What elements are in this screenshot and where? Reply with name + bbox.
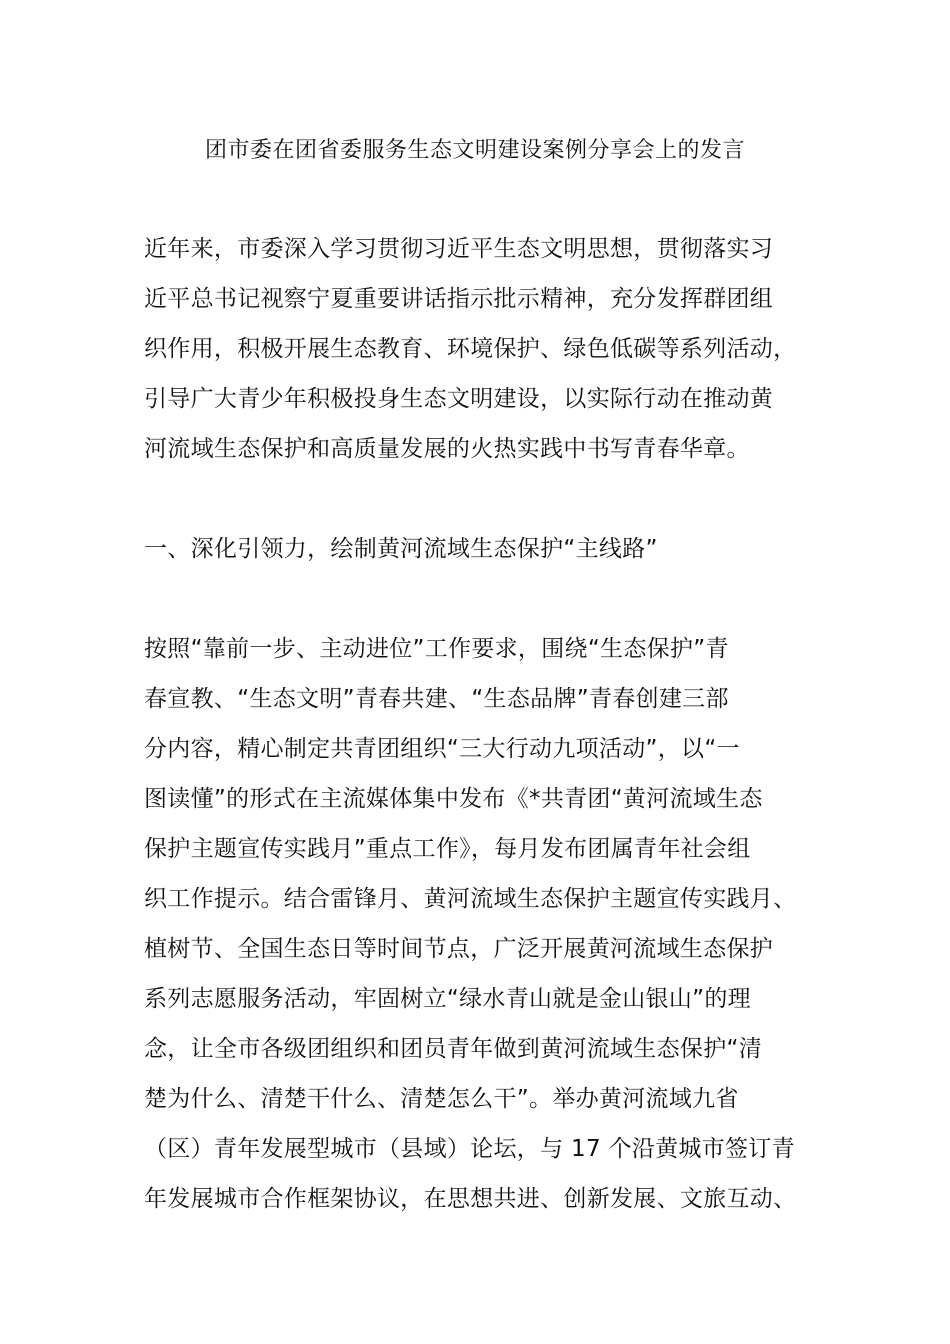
section-line-2: 春宣教、“生态文明”青春共建、“生态品牌”青春创建三部 — [144, 686, 729, 712]
section-line-11: （区）青年发展型城市（县域）论坛，与 17 个沿黄城市签订青 — [144, 1136, 795, 1162]
section-line-5: 保护主题宣传实践月”重点工作》，每月发布团属青年社会组 — [144, 836, 751, 862]
section-line-8: 系列志愿服务活动，牢固树立“绿水青山就是金山银山”的理 — [144, 986, 751, 1012]
section-line-12: 年发展城市合作框架协议，在思想共进、创新发展、文旅互动、 — [144, 1186, 797, 1212]
intro-line-3: 织作用，积极开展生态教育、环境保护、绿色低碳等系列活动， — [144, 336, 797, 362]
section-line-4: 图读懂”的形式在主流媒体集中发布《*共青团“黄河流域生态 — [144, 786, 763, 812]
section-line-7: 植树节、全国生态日等时间节点，广泛开展黄河流域生态保护 — [144, 936, 774, 962]
section-line-1: 按照“靠前一步、主动进位”工作要求，围绕“生态保护”青 — [144, 636, 729, 662]
section-line-9: 念，让全市各级团组织和团员青年做到黄河流域生态保护“清 — [144, 1036, 763, 1062]
section-line-10: 楚为什么、清楚干什么、清楚怎么干”。举办黄河流域九省 — [144, 1086, 739, 1112]
document-title: 团市委在团省委服务生态文明建设案例分享会上的发言 — [204, 138, 745, 163]
section-line-3: 分内容，精心制定共青团组织“三大行动九项活动”，以“一 — [144, 736, 740, 762]
section-line-6: 织工作提示。结合雷锋月、黄河流域生态保护主题宣传实践月、 — [144, 886, 797, 912]
intro-line-4: 引导广大青少年积极投身生态文明建设，以实际行动在推动黄 — [144, 386, 774, 412]
intro-line-5: 河流域生态保护和高质量发展的火热实践中书写青春华章。 — [144, 436, 750, 462]
intro-line-1: 近年来，市委深入学习贯彻习近平生态文明思想，贯彻落实习 — [144, 236, 774, 262]
section-heading: 一、深化引领力，绘制黄河流域生态保护“主线路” — [144, 536, 658, 562]
intro-line-2: 近平总书记视察宁夏重要讲话指示批示精神，充分发挥群团组 — [144, 286, 774, 312]
